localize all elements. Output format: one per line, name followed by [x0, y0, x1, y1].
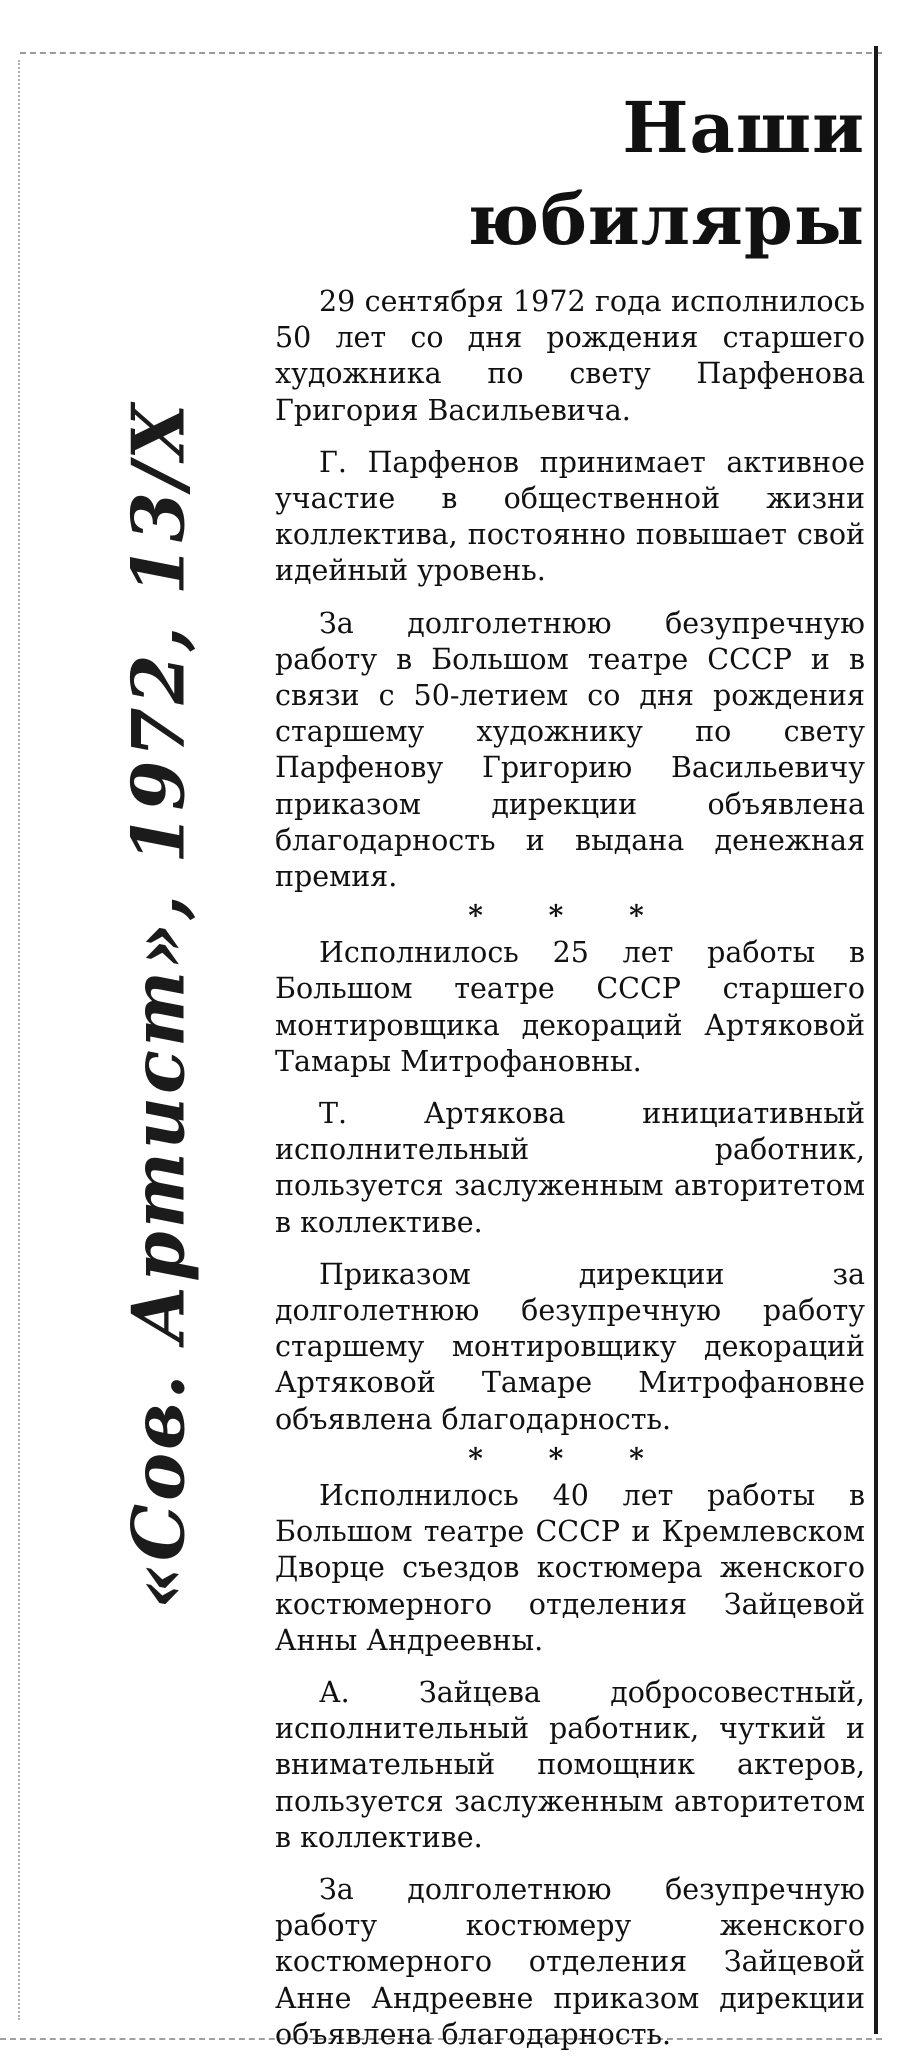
paragraph: Исполнилось 40 лет работы в Большом театре СССР и Кремлевском Дворце съездов костюмера женского костюмерного отделения Зайцевой Анны Андреевны.: [275, 1478, 865, 1657]
paragraph: Г. Парфенов принимает активное участие в общественной жизни коллектива, постоянно повышает свой идейный уровень.: [275, 445, 865, 588]
section-separator: * * *: [468, 1441, 672, 1475]
newspaper-column: [275, 82, 865, 2069]
paragraph: Исполнилось 25 лет работы в Большом театре СССР старшего монтировщика декораций Артяковой Тамары Митрофановны.: [275, 936, 865, 1078]
left-margin-marks: [18, 60, 28, 2020]
paragraph: 29 сентября 1972 года исполнилось 50 лет со дня рождения старшего художника по свету Парфенова Григория Васильевича.: [275, 285, 865, 427]
paragraph: За долголетнюю безупречную работу в Большом театре СССР и в связи с 50-летием со дня рождения старшему художнику по свету Парфенову Григорию Васильевичу приказом дирекции объявлена благодарность и выдана денежная премия.: [275, 606, 865, 894]
article-title: Наши юбиляры: [467, 86, 865, 261]
paragraph: Т. Артякова инициативный исполнительный работник, пользуется заслуженным авторитетом в коллективе.: [275, 1097, 865, 1239]
paragraph: А. Зайцева добросовестный, исполнительный работник, чуткий и внимательный помощник актеров, пользуется заслуженным авторитетом в коллективе.: [275, 1675, 865, 1854]
paragraph: За долголетнюю безупречную работу костюмеру женского костюмерного отделения Зайцевой Анне Андреевне приказом дирекции объявлена благодарность.: [275, 1872, 865, 2051]
right-column-rule: [874, 46, 878, 2034]
top-border-rule: [20, 52, 882, 54]
section-separator: * * *: [468, 899, 672, 933]
handwritten-source-note: «Сов. Артист», 1972, 13/Х: [115, 400, 201, 1610]
paragraph: Приказом дирекции за долголетнюю безупречную работу старшему монтировщику декораций Артяковой Тамаре Митрофановне объявлена благодарность.: [275, 1257, 865, 1436]
